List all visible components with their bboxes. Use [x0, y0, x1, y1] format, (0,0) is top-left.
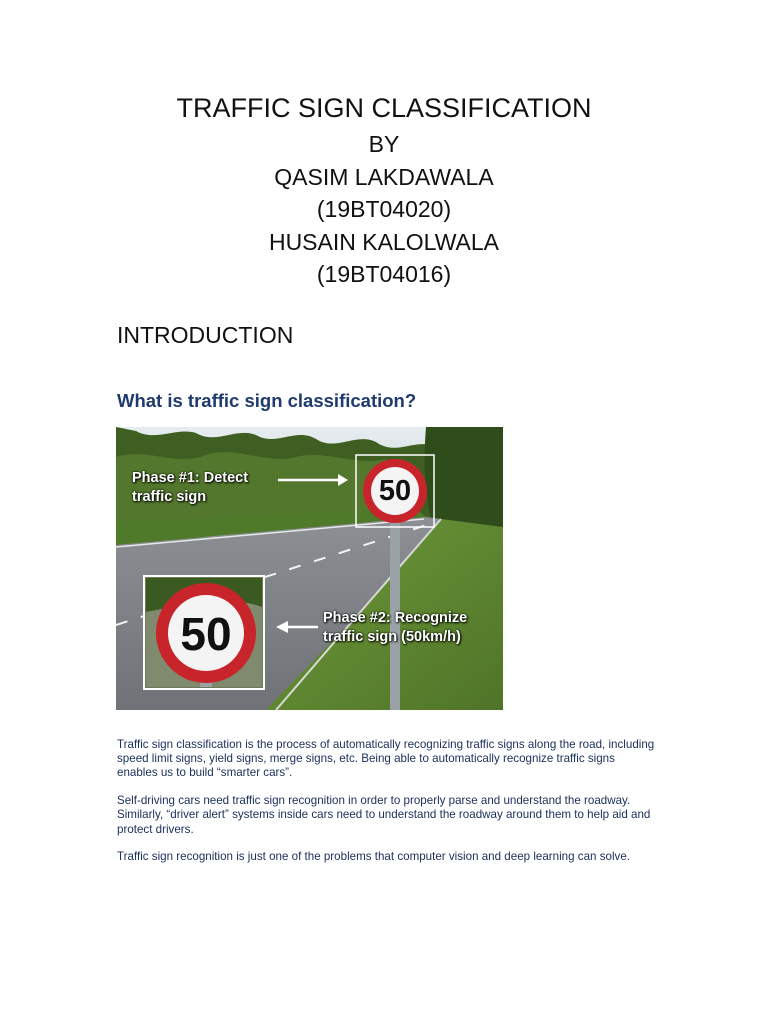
main-sign-value: 50	[378, 475, 412, 507]
author-name-1: QASIM LAKDAWALA	[274, 163, 494, 190]
question-heading: What is traffic sign classification?	[117, 390, 417, 411]
paragraph-definition: Traffic sign classification is the process of automatically recognizing traffic signs along the road, including speed limit signs, yield signs, merge signs, etc. Being able to automatically recognize traffic signs enables us to build “smarter cars”.	[117, 738, 655, 780]
author-name-2: HUSAIN KALOLWALA	[268, 228, 500, 255]
phase-2-line-1: Phase #2: Recognize	[323, 610, 468, 626]
paragraph-self-driving: Self-driving cars need traffic sign recognition in order to properly parse and understand the roadway. Similarly, “driver alert” systems inside cars need to understand the roadway around them to help aid and protect drivers.	[117, 794, 651, 836]
paragraph-computer-vision: Traffic sign recognition is just one of the problems that computer vision and deep learning can solve.	[117, 850, 630, 864]
by-line: BY	[368, 131, 400, 157]
phase-1-line-1: Phase #1: Detect	[132, 470, 249, 486]
phase-2-line-2: traffic sign (50km/h)	[323, 629, 461, 645]
author-id-1: (19BT04020)	[316, 196, 452, 222]
phase-1-line-2: traffic sign	[132, 489, 207, 505]
traffic-sign-figure	[116, 427, 503, 710]
inset-sign-value: 50	[180, 608, 232, 660]
phase-2-callout	[323, 609, 467, 647]
author-id-2: (19BT04016)	[316, 261, 452, 287]
document-title: TRAFFIC SIGN CLASSIFICATION	[176, 93, 592, 123]
title-block	[0, 88, 768, 291]
section-heading-introduction: INTRODUCTION	[117, 322, 294, 348]
body-text	[117, 738, 657, 878]
phase-1-callout	[132, 469, 248, 507]
